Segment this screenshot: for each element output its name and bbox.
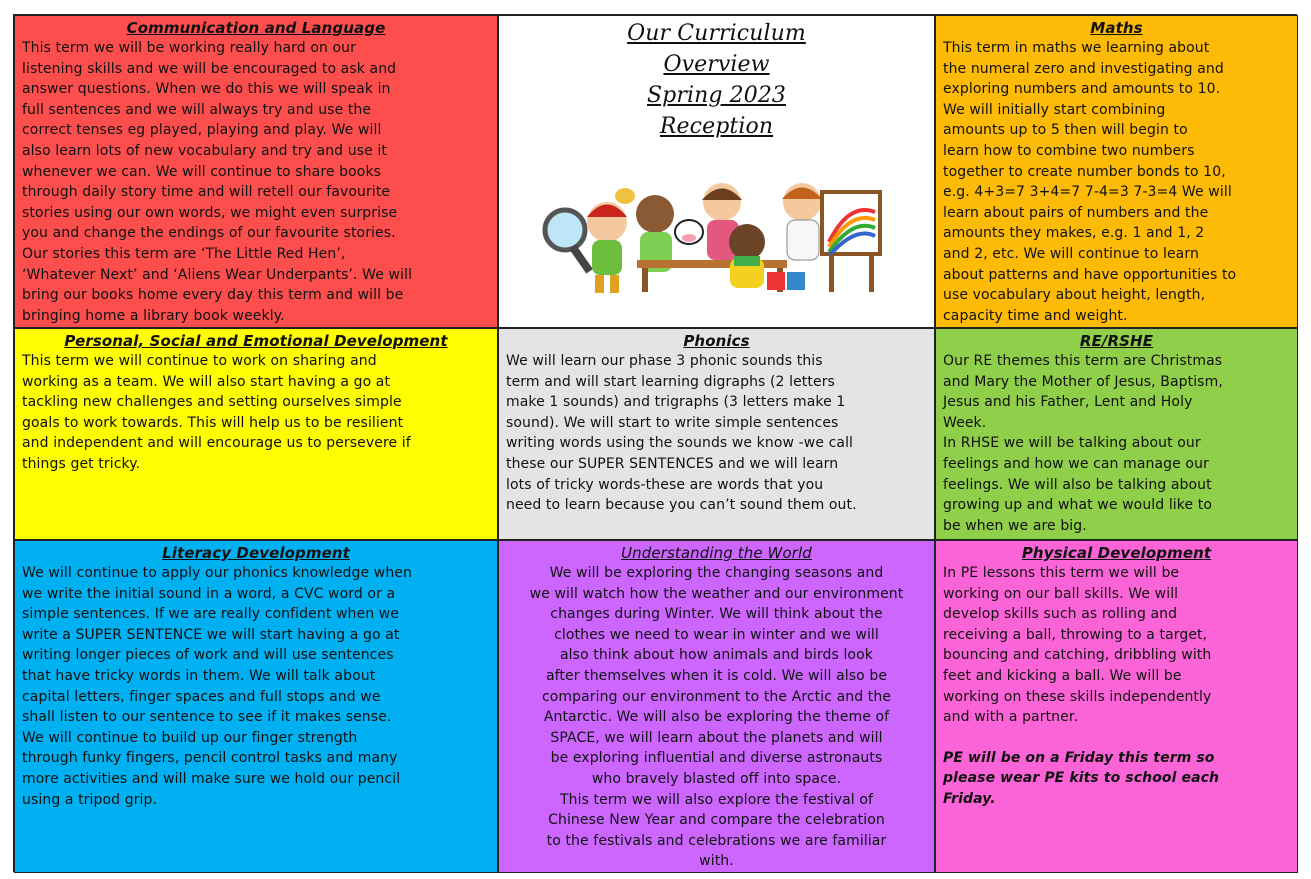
phonics-section (498, 328, 935, 540)
communication-heading: Communication and Language (126, 19, 386, 37)
psed-section (14, 328, 498, 540)
title-line-3: Spring 2023 (646, 83, 787, 108)
rershe-text: Our RE themes this term are Christmas and Mary the Mother of Jesus, Baptism, Jesus and his Father, Lent and Holy Week. In RHSE we will be talking about our feelings and how we can manage our feelings. We will also be talking about growing up and what we would like to be when we are big. (943, 353, 1223, 534)
world-section (498, 540, 935, 873)
psed-heading: Personal, Social and Emotional Development (64, 332, 448, 350)
literacy-heading: Literacy Development (162, 544, 350, 562)
psed-text: This term we will continue to work on sharing and working as a team. We will also start having a go at tackling new challenges and setting ourselves simple goals to work towards. This will help us to be resilient and independent and will encourage us to persevere if things get tricky. (22, 353, 411, 472)
physical-section (935, 540, 1298, 873)
rershe-heading: RE/RSHE (1079, 332, 1154, 350)
physical-text: In PE lessons this term we will be working on our ball skills. We will develop skills such as rolling and receiving a ball, throwing to a target, bouncing and catching, dribbling with feet and kicking a ball. We will be working on these skills independently and with a partner. (943, 565, 1212, 726)
world-text: We will be exploring the changing seasons and we will watch how the weather and our environment changes during Winter. We will think about the clothes we need to wear in winter and we will also think about how animals and birds look after themselves when it is cold. We will also be comparing our environment to the Arctic and the Antarctic. We will also be exploring the theme of SPACE, we will learn about the planets and will be exploring influential and diverse astronauts who bravely blasted off into space. This term we will also explore the festival of Chinese New Year and compare the celebration to the festivals and celebrations we are familiar with. (529, 565, 904, 870)
pe-day-note: PE will be on a Friday this term so please wear PE kits to school each Friday. (943, 749, 1220, 807)
title-line-4: Reception (659, 114, 774, 139)
rershe-section (935, 328, 1298, 540)
title-line-2: Overview (663, 52, 770, 77)
maths-section (935, 15, 1298, 328)
maths-text: This term in maths we learning about the numeral zero and investigating and exploring numbers and amounts to 10. We will initially start combining amounts up to 5 then will begin to learn how to combine two numbers together to create number bonds to 10, e.g. 4+3=7 3+4=7 7-4=3 7-3=4 We will learn about pairs of numbers and the amounts they makes, e.g. 1 and 1, 2 and 2, etc. We will continue to learn about patterns and have opportunities to use vocabulary about height, length, capacity time and weight. (943, 40, 1237, 324)
physical-heading: Physical Development (1021, 544, 1212, 562)
phonics-text: We will learn our phase 3 phonic sounds this term and will start learning digraphs (2 letters make 1 sounds) and trigraphs (3 letters make 1 sound). We will start to write simple sentences writing words using the sounds we know -we call these our SUPER SENTENCES and we will learn lots of tricky words-these are words that you need to learn because you can’t sound them out. (506, 353, 857, 514)
phonics-heading: Phonics (683, 332, 750, 350)
communication-text: This term we will be working really hard on our listening skills and we will be encouraged to ask and answer questions. When we do this we will speak in full sentences and we will always try and use the correct tenses eg played, playing and play. We will also learn lots of new vocabulary and try and use it whenever we can. We will continue to share books through daily story time and will retell our favourite stories using our own words, we might even surprise you and change the endings of our favourite stories. Our stories this term are ‘The Little Red Hen’, ‘Whatever Next’ and ‘Aliens Wear Underpants’. We will bring our books home every day this term and will be bringing home a library book weekly. (22, 40, 413, 324)
world-heading: Understanding the World (621, 544, 812, 562)
communication-section (14, 15, 498, 328)
literacy-section (14, 540, 498, 873)
title-section (498, 15, 935, 328)
curriculum-grid (13, 14, 1297, 872)
children-clipart-icon (537, 172, 897, 297)
literacy-text: We will continue to apply our phonics knowledge when we write the initial sound in a word, a CVC word or a simple sentences. If we are really confident when we write a SUPER SENTENCE we will start having a go at writing longer pieces of work and will use sentences that have tricky words in them. We will talk about capital letters, finger spaces and full stops and we shall listen to our sentence to see if it makes sense. We will continue to build up our finger strength through funky fingers, pencil control tasks and many more activities and will make sure we hold our pencil using a tripod grip. (22, 565, 412, 808)
title-line-1: Our Curriculum (627, 21, 806, 46)
maths-heading: Maths (1090, 19, 1143, 37)
